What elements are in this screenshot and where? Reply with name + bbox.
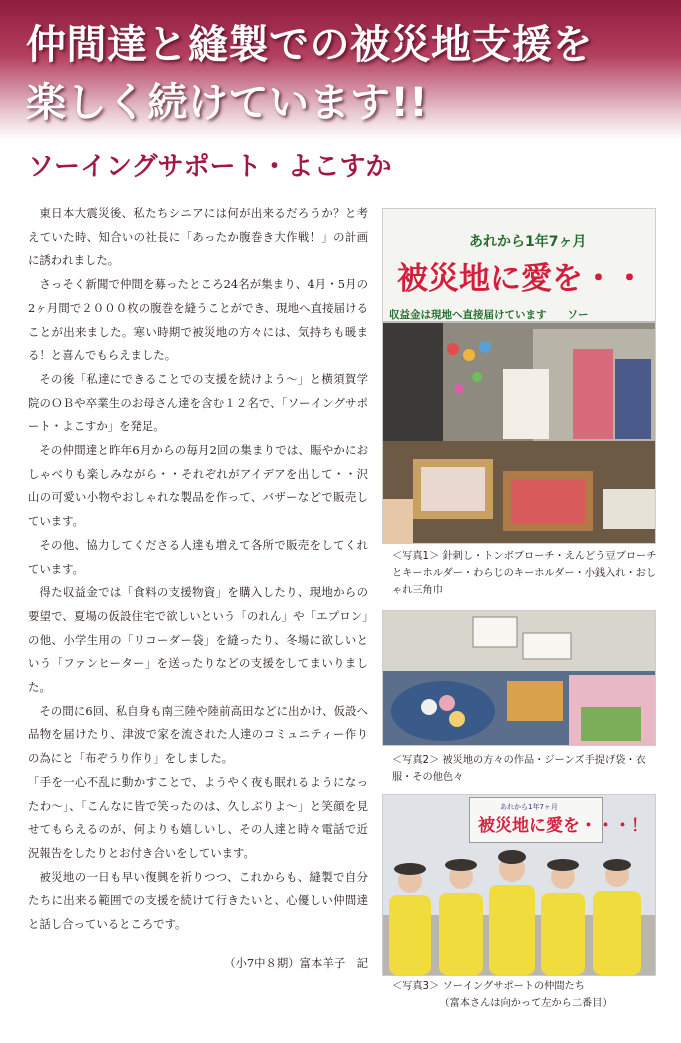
photo1-banner bbox=[383, 209, 655, 323]
banner-top-text: あれから1年7ヶ月 bbox=[469, 234, 587, 250]
header-band bbox=[0, 0, 681, 140]
paragraph: その後「私達にできることでの支援を続けよう～」と横須賀学院のＯＢや卒業生のお母さん達を含む１２名で、「ソーイングサポート・よこすか」を発足。 bbox=[28, 371, 368, 434]
title-line-2: 楽しく続けています!! bbox=[26, 80, 428, 126]
photo2-caption: ＜写真2＞ 被災地の方々の作品・ジーンズ手提げ袋・衣服・その他色々 bbox=[392, 755, 646, 783]
goods-scene-illustration bbox=[383, 611, 655, 745]
author-signature: （小7中８期）富本羊子 記 bbox=[224, 956, 368, 970]
paragraph: その間に6回、私自身も南三陸や陸前高田などに出かけ、仮設へ品物を届けたり、津波で家を流された人達のコミュニティー作りの為にと「布ぞうり作り」をしました。 bbox=[28, 703, 368, 766]
photo-handmade-goods bbox=[382, 610, 656, 746]
photo-bazaar-stall bbox=[382, 208, 656, 544]
title-line-1: 仲間達と縫製での被災地支援を bbox=[26, 22, 593, 68]
organization-subtitle: ソーイングサポート・よこすか bbox=[28, 152, 392, 182]
paragraph: 得た収益金では「食料の支援物資」を購入したり、現地からの要望で、夏場の仮設住宅で欲しいという「のれん」や「エプロン」の他、小学生用の「リコーダー袋」を縫ったり、冬場に欲しいという「ファンヒーター」を送ったりなどの支援をしてまいりました。 bbox=[28, 585, 368, 695]
paragraph: その他、協力してくださる人達も増えて各所で販売をしてくれています。 bbox=[28, 537, 368, 576]
article-body bbox=[28, 202, 368, 937]
banner-main-text: 被災地に愛を・・ bbox=[397, 261, 645, 297]
photo1-caption: ＜写真1＞ 針刺し・トンボブローチ・えんどう豆ブローチとキーホルダー・わらじのキーホルダー・小銭入れ・おしゃれ三角巾 bbox=[392, 551, 657, 596]
paragraph: 東日本大震災後、私たちシニアには何が出来るだろうか？と考えていた時、知合いの社長に「あったか腹巻き大作戦！」の計画に誘われました。 bbox=[28, 206, 368, 268]
photo3-caption-line2: （富本さんは向かって左から二番目） bbox=[439, 998, 613, 1009]
photo3-caption bbox=[392, 978, 660, 1012]
photo-group-members bbox=[382, 794, 656, 976]
paragraph: その仲間達と昨年6月からの毎月2回の集まりでは、賑やかにおしゃべりも楽しみながら・・それぞれがアイデアを出して・・沢山の可愛い小物やおしゃれな製品を作って、バザーなどで販売しています。 bbox=[28, 443, 368, 529]
banner-main-text: 被災地に愛を・・・！ bbox=[478, 816, 648, 836]
paragraph: 「手を一心不乱に動かすことで、ようやく夜も眠れるようになったわ～」、「こんなに皆で笑ったのは、久しぶりよ～」と笑顔を見せてもらえるのが、何よりも嬉しいし、その人達と時々電話で近況報告をしたりとお付き合いをしています。 bbox=[28, 774, 368, 860]
photo3-caption-line1: ＜写真3＞ ソーイングサポートの仲間たち bbox=[392, 981, 585, 992]
banner-top-text: あれから1年7ヶ月 bbox=[500, 803, 558, 811]
banner-bottom-text: 収益金は現地へ直接届けています ソー bbox=[389, 309, 589, 321]
photo3-banner bbox=[469, 797, 648, 843]
paragraph: 被災地の一日も早い復興を祈りつつ、これからも、縫製で自分たちに出来る範囲での支援を続けて行きたいと、心優しい仲間達と話し合っているところです。 bbox=[28, 869, 368, 932]
paragraph: さっそく新聞で仲間を募ったところ24名が集まり、4月・5月の2ヶ月間で２０００枚の腹巻を縫うことができ、現地へ直接届けることが出来ました。寒い時期で被災地の方々には、気持ちも暖まる！と喜んでもらえました。 bbox=[28, 277, 368, 363]
